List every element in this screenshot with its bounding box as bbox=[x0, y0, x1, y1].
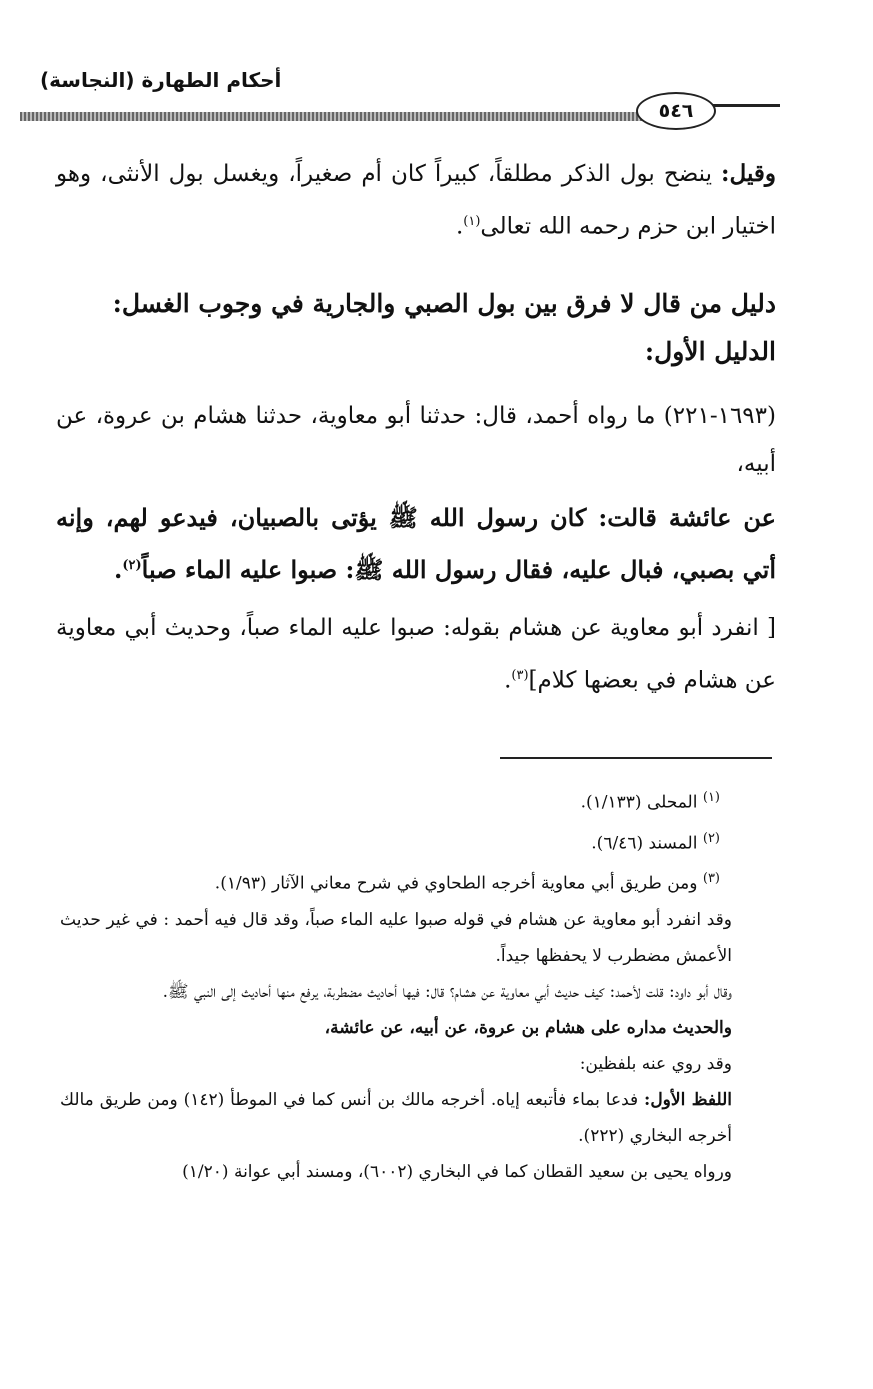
body-paragraph-2 bbox=[56, 392, 776, 488]
footnotes-section bbox=[60, 780, 772, 1190]
footnote-3-para-6-lead: اللفظ الأول: bbox=[644, 1089, 732, 1110]
paragraph-end: . bbox=[455, 213, 464, 240]
footnote-ref-2: (٢) bbox=[122, 558, 142, 573]
footnote-2-text: المسند (٦/٤٦). bbox=[591, 833, 698, 854]
isnad-text: (١٦٩٣-٢٢١) ما رواه أحمد، قال: حدثنا أبو معاوية، حدثنا هشام بن عروة، عن أبيه، bbox=[56, 403, 776, 477]
section-heading: دليل من قال لا فرق بين بول الصبي والجارية في وجوب الغسل: bbox=[112, 289, 776, 318]
header-rule bbox=[20, 112, 650, 121]
footnote-number-3: (٣) bbox=[702, 871, 720, 887]
hadith-end: . bbox=[114, 555, 123, 584]
hadith-text-block bbox=[56, 494, 776, 594]
page-number: ٥٤٦ bbox=[636, 92, 716, 130]
footnote-3-text: ومن طريق أبي معاوية أخرجه الطحاوي في شرح معاني الآثار (١/٩٣). bbox=[214, 873, 698, 894]
footnote-ref-1: (١) bbox=[463, 214, 481, 229]
running-header-title: أحكام الطهارة (النجاسة) bbox=[40, 68, 282, 92]
body-paragraph-4 bbox=[56, 604, 776, 705]
paragraph-lead: وقيل: bbox=[721, 160, 776, 187]
section-heading-block bbox=[56, 280, 776, 376]
subsection-heading: الدليل الأول: bbox=[644, 337, 776, 366]
footnote-1-text: المحلى (١/١٣٣). bbox=[580, 792, 698, 813]
footnote-3-para-4: والحديث مداره على هشام بن عروة، عن أبيه، عن عائشة، bbox=[324, 1017, 732, 1038]
footnote-2 bbox=[60, 821, 772, 862]
body-paragraph-1 bbox=[56, 150, 776, 251]
grading-text: [ انفرد أبو معاوية عن هشام بقوله: صبوا عليه الماء صباً، وحديث أبي معاوية عن هشام في بعضها كلام] bbox=[56, 615, 776, 694]
footnote-3-para-7: ورواه يحيى بن سعيد القطان كما في البخاري (٦٠٠٢)، ومسند أبي عوانة (١/٢٠) bbox=[182, 1161, 732, 1182]
footnote-3-para-5: وقد روي عنه بلفظين: bbox=[579, 1053, 732, 1074]
footnote-3-para-2: وقد انفرد أبو معاوية عن هشام في قوله صبوا عليه الماء صباً، وقد قال فيه أحمد : في غير حديث الأعمش مضطرب لا يحفظها جيداً. bbox=[60, 909, 732, 966]
header-rule-right bbox=[712, 104, 780, 107]
footnote-ref-3: (٣) bbox=[511, 668, 529, 683]
footnote-3-para-3: وقال أبو داود: قلت لأحمد: كيف حديث أبي معاوية عن هشام؟ قال: فيها أحاديث مضطربة، يرفع منها أحاديث إلى النبي ﷺ. bbox=[162, 981, 732, 1002]
footnote-number-1: (١) bbox=[702, 790, 720, 805]
footnote-1 bbox=[60, 780, 772, 821]
footnote-separator bbox=[500, 757, 772, 759]
paragraph-text: ينضح بول الذكر مطلقاً، كبيراً كان أم صغيراً، ويغسل بول الأنثى، وهو اختيار ابن حزم رحمه الله تعالى bbox=[56, 161, 776, 240]
footnote-3-para-6 bbox=[60, 1082, 772, 1154]
grading-end: . bbox=[504, 667, 512, 694]
footnote-3-para-6-text: فدعا بماء فأتبعه إياه. أخرجه مالك بن أنس كما في الموطأ (١٤٢) ومن طريق مالك أخرجه البخاري (٢٢٢). bbox=[60, 1089, 732, 1146]
hadith-text: عن عائشة قالت: كان رسول الله ﷺ يؤتى بالصبيان، فيدعو لهم، وإنه أتي بصبي، فبال عليه، فقال رسول الله ﷺ: صبوا عليه الماء صباً bbox=[56, 503, 776, 584]
footnote-number-2: (٢) bbox=[702, 830, 720, 846]
footnote-3 bbox=[60, 861, 772, 902]
